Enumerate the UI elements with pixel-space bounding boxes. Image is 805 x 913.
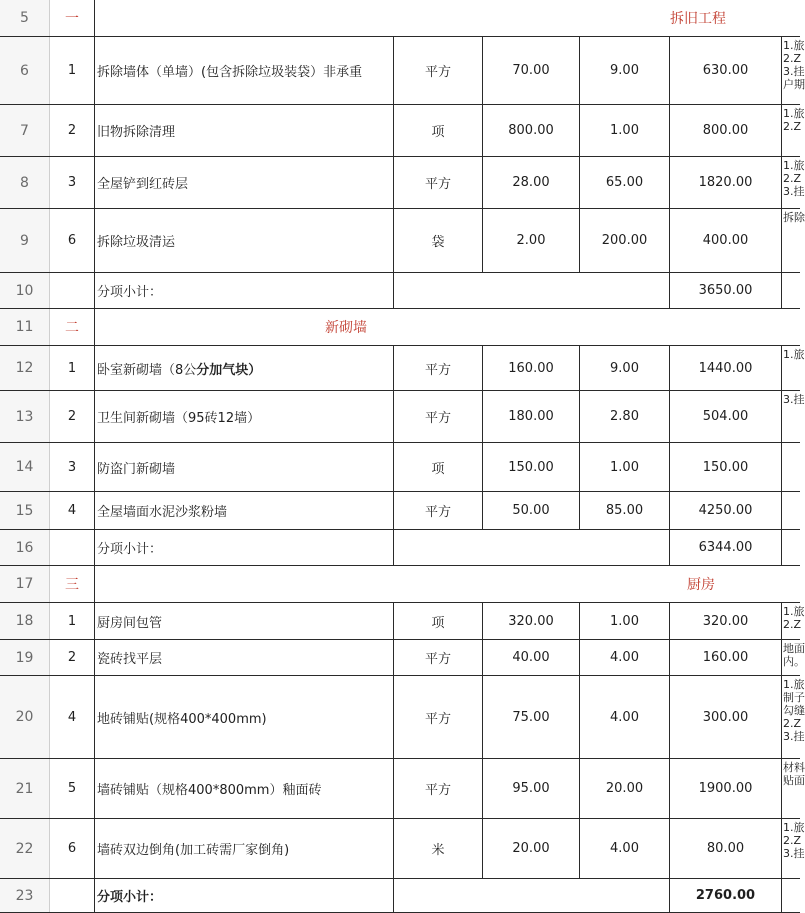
item-total[interactable]: 1440.00 bbox=[670, 346, 782, 390]
row-number[interactable]: 16 bbox=[0, 530, 50, 565]
note-line: 3.挂 bbox=[783, 730, 805, 743]
item-name[interactable] bbox=[95, 391, 394, 442]
item-unit[interactable]: 项 bbox=[394, 443, 483, 491]
item-note[interactable] bbox=[782, 492, 800, 529]
subtotal-total[interactable]: 2760.00 bbox=[670, 879, 782, 912]
sheet-row bbox=[0, 209, 805, 273]
subtotal-label[interactable]: 分项小计： bbox=[95, 530, 394, 565]
row-number[interactable]: 19 bbox=[0, 640, 50, 675]
item-name-bold-text: 分加气块） bbox=[196, 362, 262, 378]
item-total[interactable]: 630.00 bbox=[670, 37, 782, 104]
sheet-row bbox=[0, 676, 805, 759]
item-name[interactable] bbox=[95, 443, 394, 491]
item-total[interactable]: 160.00 bbox=[670, 640, 782, 675]
note-line: 1.旅 bbox=[783, 821, 805, 834]
item-quantity[interactable]: 160.00 bbox=[483, 346, 580, 390]
sheet-row bbox=[0, 157, 805, 209]
item-unit-price[interactable]: 1.00 bbox=[580, 105, 670, 156]
row-number[interactable]: 9 bbox=[0, 209, 50, 272]
note-line: 1.旅 bbox=[783, 107, 805, 120]
row-number[interactable]: 11 bbox=[0, 309, 50, 345]
item-quantity[interactable]: 320.00 bbox=[483, 603, 580, 639]
item-total[interactable]: 300.00 bbox=[670, 676, 782, 758]
row-number[interactable]: 21 bbox=[0, 759, 50, 818]
item-name-text: 旧物拆除清理 bbox=[97, 125, 176, 140]
item-note[interactable] bbox=[782, 209, 805, 272]
item-unit[interactable]: 平方 bbox=[394, 492, 483, 529]
row-number[interactable]: 23 bbox=[0, 879, 50, 912]
item-name[interactable] bbox=[95, 819, 394, 878]
section-number[interactable]: 二 bbox=[50, 309, 95, 345]
item-unit[interactable]: 袋 bbox=[394, 209, 483, 272]
item-quantity[interactable]: 28.00 bbox=[483, 157, 580, 208]
item-unit-price[interactable]: 4.00 bbox=[580, 640, 670, 675]
row-number[interactable]: 13 bbox=[0, 391, 50, 442]
row-number[interactable]: 14 bbox=[0, 443, 50, 491]
item-unit-price[interactable]: 4.00 bbox=[580, 676, 670, 758]
item-seq[interactable]: 1 bbox=[50, 37, 95, 104]
item-name[interactable] bbox=[95, 105, 394, 156]
empty-cell[interactable] bbox=[394, 879, 670, 912]
item-seq[interactable]: 3 bbox=[50, 157, 95, 208]
item-seq[interactable]: 3 bbox=[50, 443, 95, 491]
note-line: 勾缝 bbox=[783, 704, 805, 717]
row-number[interactable]: 5 bbox=[0, 0, 50, 36]
sheet-row bbox=[0, 603, 805, 640]
empty-seq[interactable] bbox=[50, 273, 95, 308]
item-unit[interactable]: 米 bbox=[394, 819, 483, 878]
item-total[interactable]: 150.00 bbox=[670, 443, 782, 491]
item-name[interactable] bbox=[95, 603, 394, 639]
item-note[interactable] bbox=[782, 819, 805, 878]
item-unit[interactable]: 平方 bbox=[394, 391, 483, 442]
sheet-row bbox=[0, 346, 805, 391]
row-number[interactable]: 6 bbox=[0, 37, 50, 104]
item-unit-price[interactable]: 85.00 bbox=[580, 492, 670, 529]
sheet-row bbox=[0, 273, 800, 309]
item-note[interactable] bbox=[782, 105, 805, 156]
row-number[interactable]: 17 bbox=[0, 566, 50, 602]
note-line: 2.Z bbox=[783, 52, 802, 65]
item-note[interactable] bbox=[782, 879, 800, 912]
item-seq[interactable]: 2 bbox=[50, 391, 95, 442]
note-line: 3.挂 bbox=[783, 847, 805, 860]
item-name-text: 地砖铺贴(规格400*400mm) bbox=[97, 711, 267, 727]
item-note[interactable] bbox=[782, 346, 805, 390]
sheet-row bbox=[0, 37, 805, 105]
item-note[interactable] bbox=[782, 603, 805, 639]
item-total[interactable]: 320.00 bbox=[670, 603, 782, 639]
item-unit[interactable]: 平方 bbox=[394, 37, 483, 104]
note-line: 1.旅 bbox=[783, 39, 805, 52]
item-unit-price[interactable]: 2.80 bbox=[580, 391, 670, 442]
item-total[interactable]: 4250.00 bbox=[670, 492, 782, 529]
item-name[interactable] bbox=[95, 676, 394, 758]
item-name-text: 墙砖双边倒角(加工砖需厂家倒角) bbox=[97, 843, 290, 858]
sheet-row bbox=[0, 819, 805, 879]
note-line: 2.Z bbox=[783, 618, 802, 631]
note-line: 2.Z bbox=[783, 172, 802, 185]
item-seq[interactable]: 4 bbox=[50, 676, 95, 758]
section-number[interactable]: 三 bbox=[50, 566, 95, 602]
item-unit-price[interactable]: 9.00 bbox=[580, 346, 670, 390]
section-number[interactable]: 一 bbox=[50, 0, 95, 36]
note-line: 拆除 bbox=[783, 211, 805, 224]
item-seq[interactable]: 5 bbox=[50, 759, 95, 818]
note-line: 材料 bbox=[783, 761, 805, 774]
item-unit-price[interactable]: 200.00 bbox=[580, 209, 670, 272]
section-title[interactable]: 拆旧工程 bbox=[670, 11, 726, 27]
item-unit-price[interactable]: 20.00 bbox=[580, 759, 670, 818]
item-quantity[interactable]: 150.00 bbox=[483, 443, 580, 491]
subtotal-label[interactable]: 分项小计： bbox=[95, 273, 394, 308]
note-line: 1.旅 bbox=[783, 159, 805, 172]
item-unit[interactable]: 平方 bbox=[394, 759, 483, 818]
item-unit-price[interactable]: 1.00 bbox=[580, 603, 670, 639]
item-quantity[interactable]: 180.00 bbox=[483, 391, 580, 442]
empty-seq[interactable] bbox=[50, 879, 95, 912]
item-quantity[interactable]: 95.00 bbox=[483, 759, 580, 818]
item-name-text: 卫生间新砌墙（95砖12墙） bbox=[97, 411, 261, 426]
item-name-text: 防盗门新砌墙 bbox=[97, 461, 176, 477]
item-unit[interactable]: 项 bbox=[394, 603, 483, 639]
item-total[interactable]: 1900.00 bbox=[670, 759, 782, 818]
item-seq[interactable]: 4 bbox=[50, 492, 95, 529]
item-note[interactable] bbox=[782, 273, 800, 308]
subtotal-label[interactable]: 分项小计： bbox=[95, 879, 394, 912]
item-name[interactable] bbox=[95, 37, 394, 104]
item-note[interactable] bbox=[782, 759, 805, 818]
item-name-text: 全屋铲到红砖层 bbox=[97, 177, 189, 192]
item-unit-price[interactable]: 4.00 bbox=[580, 819, 670, 878]
item-note[interactable] bbox=[782, 37, 805, 104]
item-unit-price[interactable]: 9.00 bbox=[580, 37, 670, 104]
note-line: 地面 bbox=[783, 642, 805, 655]
empty-seq[interactable] bbox=[50, 530, 95, 565]
item-note[interactable] bbox=[782, 157, 805, 208]
item-total[interactable]: 80.00 bbox=[670, 819, 782, 878]
item-unit[interactable]: 平方 bbox=[394, 346, 483, 390]
item-name[interactable] bbox=[95, 346, 394, 390]
note-line: 3.挂 bbox=[783, 65, 805, 78]
item-quantity[interactable]: 2.00 bbox=[483, 209, 580, 272]
item-quantity[interactable]: 50.00 bbox=[483, 492, 580, 529]
sheet-row bbox=[0, 492, 800, 530]
item-unit[interactable]: 项 bbox=[394, 105, 483, 156]
note-line: 1.旅 bbox=[783, 348, 805, 361]
item-name[interactable] bbox=[95, 492, 394, 529]
note-line: 户期 bbox=[783, 78, 805, 91]
item-note[interactable] bbox=[782, 676, 805, 758]
item-total[interactable]: 800.00 bbox=[670, 105, 782, 156]
item-name[interactable] bbox=[95, 209, 394, 272]
row-number[interactable]: 7 bbox=[0, 105, 50, 156]
note-line: 制子 bbox=[783, 691, 805, 704]
note-line: 1.旅 bbox=[783, 678, 805, 691]
item-note[interactable] bbox=[782, 443, 800, 491]
sheet-row bbox=[0, 640, 805, 676]
item-name-text: 厨房间包管 bbox=[97, 615, 163, 631]
item-name-text: 拆除垃圾清运 bbox=[97, 235, 176, 250]
note-line: 2.Z bbox=[783, 120, 802, 133]
item-seq[interactable]: 1 bbox=[50, 603, 95, 639]
row-number[interactable]: 12 bbox=[0, 346, 50, 390]
note-line: 3.挂 bbox=[783, 185, 805, 198]
subtotal-total[interactable]: 6344.00 bbox=[670, 530, 782, 565]
item-total[interactable]: 504.00 bbox=[670, 391, 782, 442]
note-line: 2.Z bbox=[783, 834, 802, 847]
item-note[interactable] bbox=[782, 640, 805, 675]
item-unit[interactable]: 平方 bbox=[394, 640, 483, 675]
row-number[interactable]: 10 bbox=[0, 273, 50, 308]
item-seq[interactable]: 6 bbox=[50, 819, 95, 878]
item-unit[interactable]: 平方 bbox=[394, 157, 483, 208]
sheet-row bbox=[0, 309, 800, 346]
note-line: 3.挂 bbox=[783, 393, 805, 406]
item-name-text: 卧室新砌墙（8公 bbox=[97, 362, 197, 378]
item-total[interactable]: 1820.00 bbox=[670, 157, 782, 208]
sheet-row bbox=[0, 0, 800, 37]
sheet-row bbox=[0, 566, 800, 603]
section-title[interactable]: 新砌墙 bbox=[325, 320, 367, 336]
sheet-row bbox=[0, 759, 805, 819]
sheet-row bbox=[0, 443, 800, 492]
row-number[interactable]: 18 bbox=[0, 603, 50, 639]
item-name-text: 拆除墙体（单墙）(包含拆除垃圾装袋）非承重 bbox=[97, 65, 363, 80]
item-total[interactable]: 400.00 bbox=[670, 209, 782, 272]
item-unit-price[interactable]: 65.00 bbox=[580, 157, 670, 208]
row-number[interactable]: 8 bbox=[0, 157, 50, 208]
item-note[interactable] bbox=[782, 391, 805, 442]
row-number[interactable]: 15 bbox=[0, 492, 50, 529]
item-name[interactable] bbox=[95, 640, 394, 675]
note-line: 内。 bbox=[783, 655, 805, 668]
item-unit-price[interactable]: 1.00 bbox=[580, 443, 670, 491]
item-seq[interactable]: 2 bbox=[50, 640, 95, 675]
empty-cell[interactable] bbox=[394, 530, 670, 565]
sheet-row bbox=[0, 879, 800, 913]
item-name-text: 瓷砖找平层 bbox=[97, 652, 163, 667]
section-title[interactable]: 厨房 bbox=[687, 577, 715, 593]
item-quantity[interactable]: 800.00 bbox=[483, 105, 580, 156]
item-name-text: 全屋墙面水泥沙浆粉墙 bbox=[97, 505, 228, 520]
note-line: 2.Z bbox=[783, 717, 802, 730]
item-name[interactable] bbox=[95, 759, 394, 818]
item-quantity[interactable]: 40.00 bbox=[483, 640, 580, 675]
item-quantity[interactable]: 75.00 bbox=[483, 676, 580, 758]
sheet-row bbox=[0, 391, 805, 443]
item-unit[interactable]: 平方 bbox=[394, 676, 483, 758]
item-name-text: 墙砖铺贴（规格400*800mm）釉面砖 bbox=[97, 783, 322, 798]
item-note[interactable] bbox=[782, 530, 800, 565]
empty-cell[interactable] bbox=[394, 273, 670, 308]
item-seq[interactable]: 6 bbox=[50, 209, 95, 272]
item-quantity[interactable]: 70.00 bbox=[483, 37, 580, 104]
row-number[interactable]: 20 bbox=[0, 676, 50, 758]
item-seq[interactable]: 1 bbox=[50, 346, 95, 390]
note-line: 贴面 bbox=[783, 774, 805, 787]
row-number[interactable]: 22 bbox=[0, 819, 50, 878]
sheet-row bbox=[0, 530, 800, 566]
item-quantity[interactable]: 20.00 bbox=[483, 819, 580, 878]
sheet-row bbox=[0, 105, 805, 157]
note-line: 1.旅 bbox=[783, 605, 805, 618]
item-name[interactable] bbox=[95, 157, 394, 208]
item-seq[interactable]: 2 bbox=[50, 105, 95, 156]
subtotal-total[interactable]: 3650.00 bbox=[670, 273, 782, 308]
